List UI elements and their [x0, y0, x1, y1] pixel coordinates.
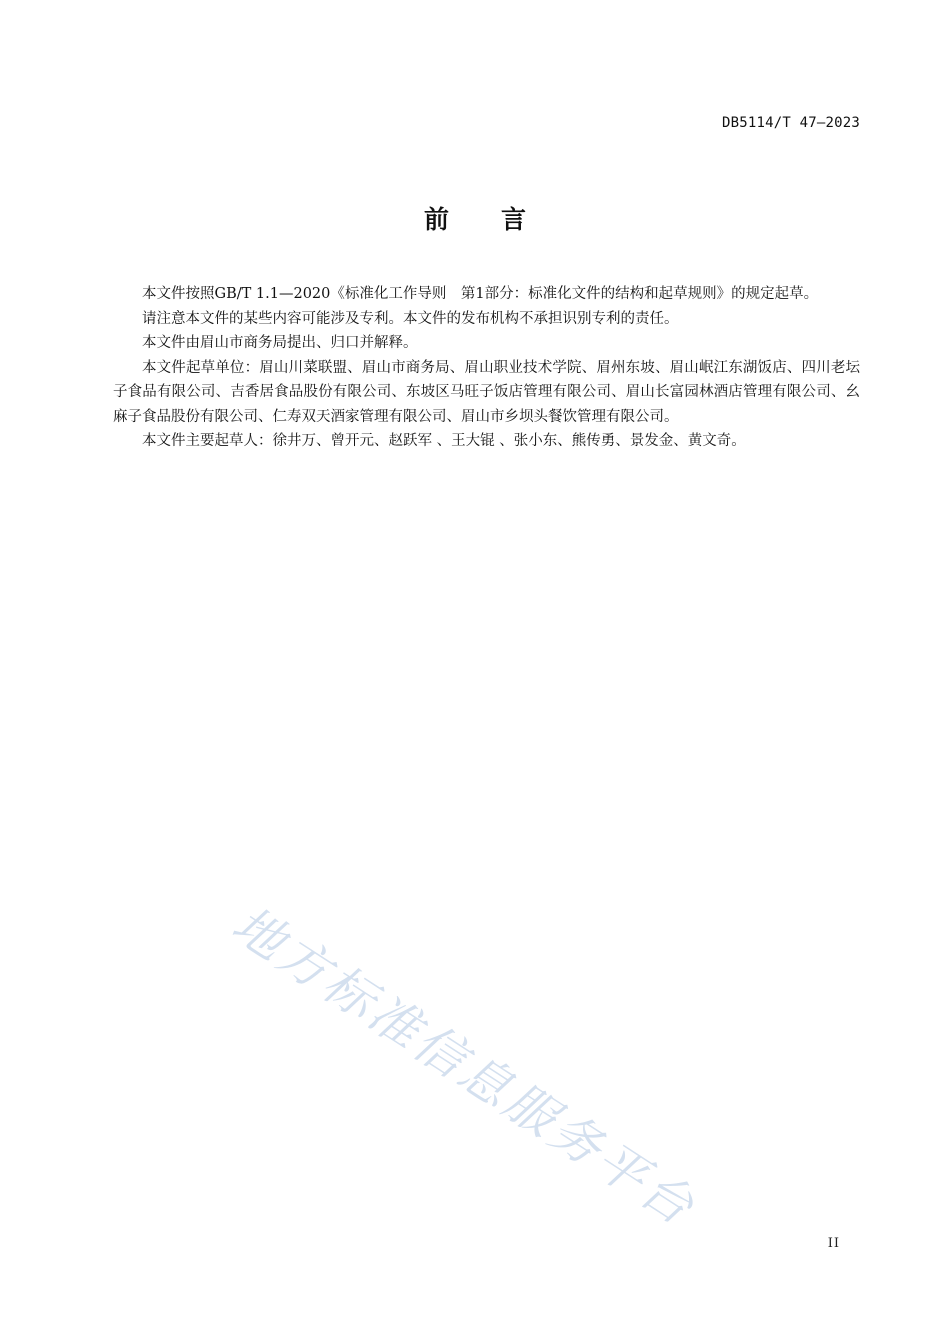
- paragraph-drafters: 本文件主要起草人：徐井万、曾开元、赵跃军 、王大锟 、张小东、熊传勇、景发金、黄文奇。: [142, 433, 746, 449]
- document-code: DB5114/T 47—2023: [721, 115, 860, 131]
- title-char-1: 前: [423, 205, 449, 234]
- watermark: 地方标准信息服务平台: [222, 895, 707, 1238]
- page-title: [0, 200, 950, 236]
- paragraph-proposer: 本文件由眉山市商务局提出、归口并解释。: [142, 335, 418, 351]
- paragraph-patent-notice: 请注意本文件的某些内容可能涉及专利。本文件的发布机构不承担识别专利的责任。: [142, 310, 679, 327]
- paragraph-drafting-units: 本文件起草单位：眉山川菜联盟、眉山市商务局、眉山职业技术学院、眉州东坡、眉山岷江东湖饭店、四川老坛子食品有限公司、吉香居食品股份有限公司、东坡区马旺子饭店管理有限公司、眉山长富园林酒店管理有限公司、幺麻子食品股份有限公司、仁寿双天酒家管理有限公司、眉山市乡坝头餐饮管理有限公司。: [113, 359, 860, 425]
- paragraph-drafting-basis: 本文件按照GB/T 1.1—2020《标准化工作导则 第1部分：标准化文件的结构和起草规则》的规定起草。: [142, 286, 819, 302]
- body-text: [113, 282, 860, 454]
- page-number: II: [827, 1236, 840, 1251]
- title-char-2: 言: [501, 205, 527, 234]
